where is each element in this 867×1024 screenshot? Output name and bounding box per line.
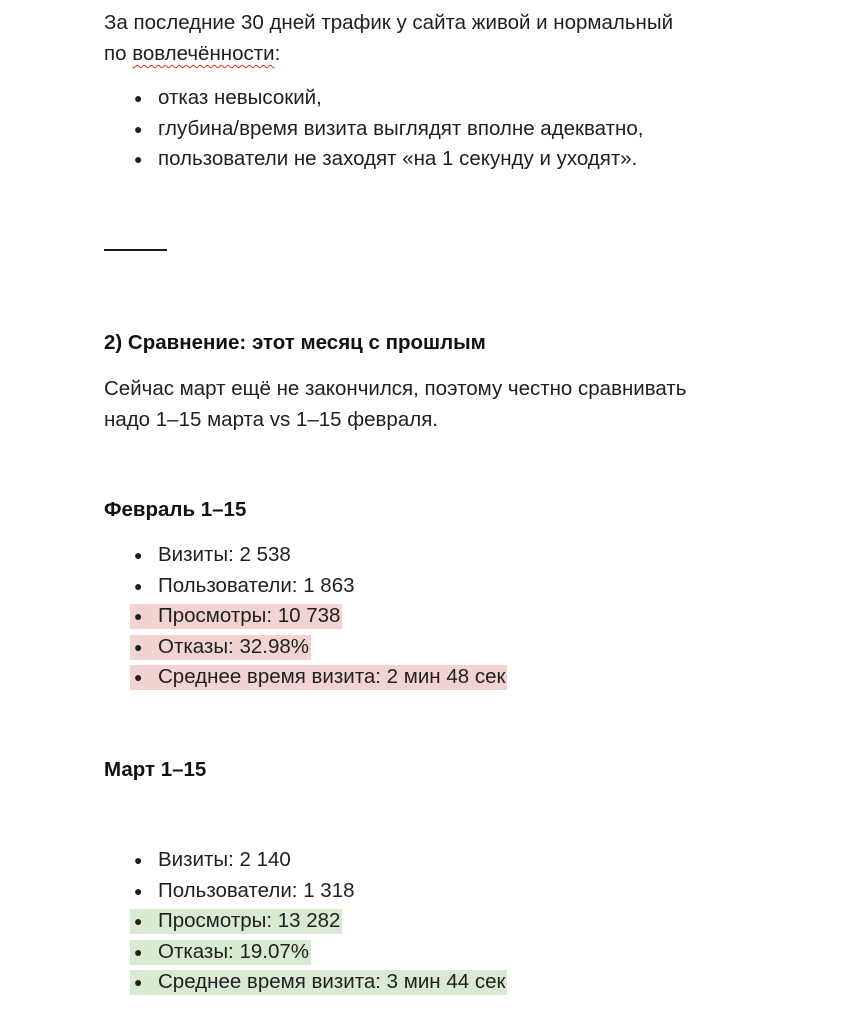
march-heading: Март 1–15 — [104, 758, 207, 781]
bullet-icon: ● — [134, 547, 143, 563]
intro-line-2: по вовлечённости: — [104, 42, 281, 65]
spellcheck-word[interactable]: вовлечённости — [132, 42, 275, 65]
bullet-icon: ● — [134, 943, 143, 960]
stat-pageviews: Просмотры: 10 738 — [158, 604, 341, 627]
bullet-icon: ● — [134, 669, 143, 685]
bullet-icon: ● — [134, 913, 143, 929]
bullet-icon: ● — [134, 577, 143, 594]
stat-avg-visit-time: Среднее время визита: 3 мин 44 сек — [158, 970, 506, 993]
bullet-icon: ● — [134, 852, 143, 868]
bullet-icon: ● — [134, 882, 143, 899]
intro-line-1: За последние 30 дней трафик у сайта живой и нормальный — [104, 11, 674, 34]
stat-bounce-rate: Отказы: 19.07% — [158, 939, 309, 963]
bullet-icon: ● — [134, 120, 143, 137]
stat-visits: Визиты: 2 538 — [158, 543, 291, 566]
horizontal-divider — [104, 249, 167, 251]
february-heading: Февраль 1–15 — [104, 498, 247, 521]
bullet-icon: ● — [134, 151, 143, 167]
bullet-icon: ● — [134, 974, 143, 990]
intro-paragraph — [104, 7, 673, 69]
section-heading-comparison: 2) Сравнение: этот месяц с прошлым — [104, 331, 486, 354]
stat-users: Пользователи: 1 863 — [158, 573, 355, 597]
stat-bounce-rate: Отказы: 32.98% — [158, 634, 309, 658]
bullet-icon: ● — [134, 90, 143, 106]
bullet-icon: ● — [134, 638, 143, 655]
bullet-icon: ● — [134, 608, 143, 624]
comparison-paragraph: Сейчас март ещё не закончился, поэтому честно сравнивать надо 1–15 марта vs 1–15 февраля. — [104, 377, 687, 431]
stat-pageviews: Просмотры: 13 282 — [158, 909, 341, 932]
document-page: За последние 30 дней трафик у сайта живой и нормальный по вовлечённости: ● отказ невысокий, ● глубина/время визита выглядят вполне адекватно, ● пользователи не заходят «на 1 секунду и уходят». 2) Сравнение: этот месяц с прошлым Сейчас март ещё не закончился, поэтому честно сравнивать надо 1–15 марта vs 1–15 февраля. Февраль 1–15 ● Визиты: 2 538 ● Пользователи: 1 863 ● Просмотры: 10 738 ● Отказы: 32.98% ● Среднее время визита: 2 мин 48 сек Март 1–15 ● Визиты: 2 140 ● Пользователи: 1 318 ● Просмотры: 13 282 ● Отказы: 19.07% ● Среднее время визита: 3 мин 44 сек — [104, 0, 804, 1024]
stat-avg-visit-time: Среднее время визита: 2 мин 48 сек — [158, 665, 506, 688]
stat-visits: Визиты: 2 140 — [158, 848, 291, 871]
stat-users: Пользователи: 1 318 — [158, 878, 355, 902]
